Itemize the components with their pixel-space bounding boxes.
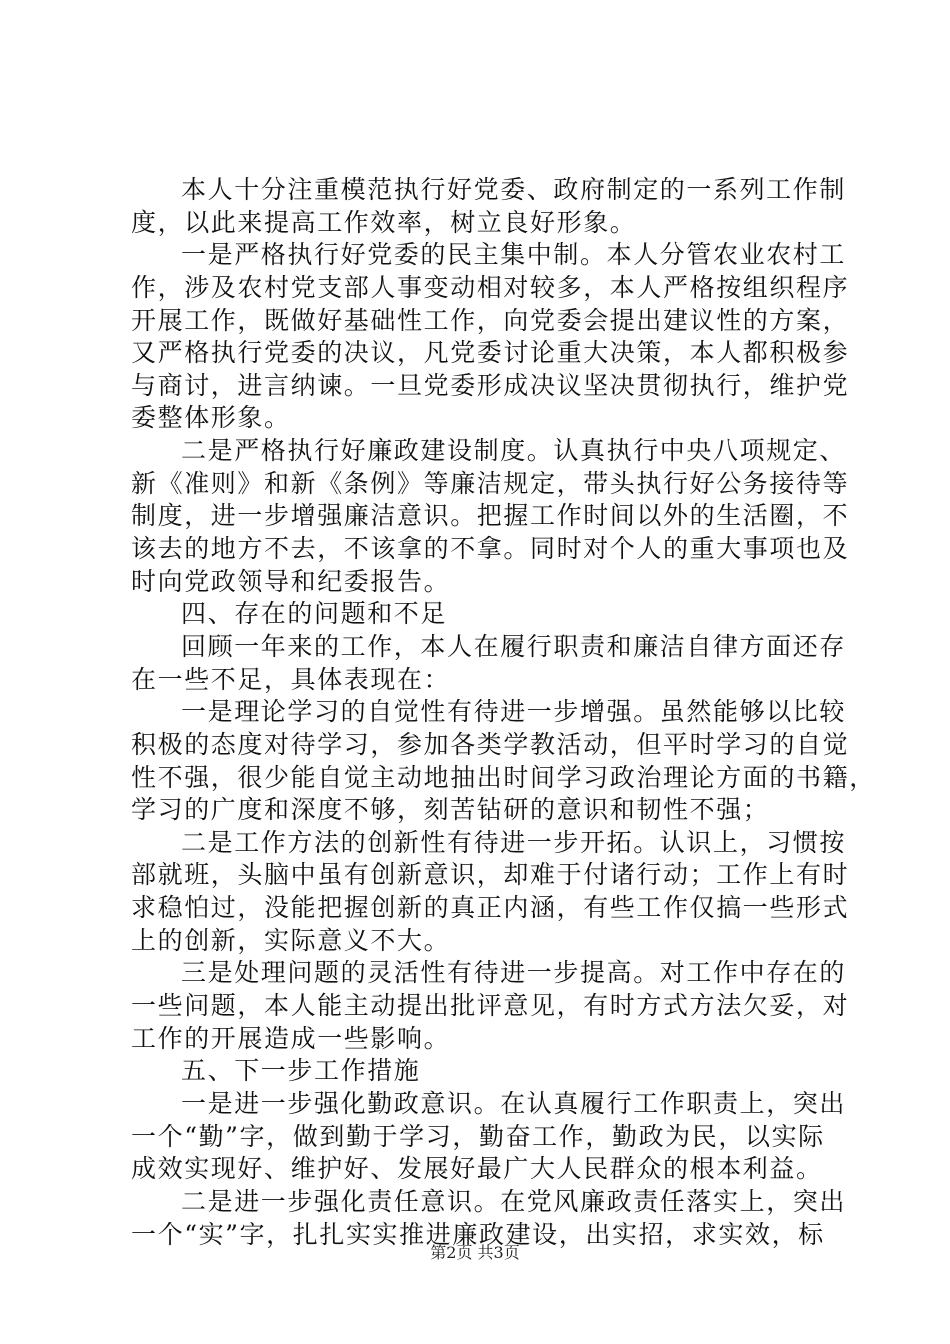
text-line: 上的创新，实际意义不大。 — [131, 925, 451, 955]
text-line: 一是严格执行好党委的民主集中制。本人分管农业农村工 — [181, 240, 847, 270]
page-footer: 第2页 共3页 — [430, 1243, 520, 1262]
text-line: 积极的态度对待学习，参加各类学教活动，但平时学习的自觉 — [131, 729, 850, 759]
text-line: 三是处理问题的灵活性有待进一步提高。对工作中存在的 — [181, 958, 847, 988]
text-line: 本人十分注重模范执行好党委、政府制定的一系列工作制 — [181, 175, 847, 204]
text-line: 部就班，头脑中虽有创新意识，却难于付诸行动；工作上有时 — [131, 860, 850, 890]
text-line: 作，涉及农村党支部人事变动相对较多，本人严格按组织程序 — [131, 272, 850, 302]
text-line: 一个“实”字，扎扎实实推进廉政建设，出实招，求实效，标 — [131, 1219, 825, 1249]
text-line: 二是严格执行好廉政建设制度。认真执行中央八项规定、 — [181, 436, 847, 466]
text-line: 五、下一步工作措施 — [181, 1056, 421, 1086]
text-line: 一是理论学习的自觉性有待进一步增强。虽然能够以比较 — [181, 697, 847, 727]
text-line: 二是工作方法的创新性有待进一步开拓。认识上，习惯按 — [181, 827, 847, 857]
text-line: 新《准则》和新《条例》等廉洁规定，带头执行好公务接待等 — [131, 468, 850, 498]
text-line: 一些问题，本人能主动提出批评意见，有时方式方法欠妥，对 — [131, 991, 850, 1021]
text-line: 学习的广度和深度不够，刻苦钻研的意识和韧性不强； — [131, 795, 770, 825]
text-line: 在一些不足，具体表现在： — [131, 664, 451, 694]
text-line: 成效实现好、维护好、发展好最广大人民群众的根本利益。 — [131, 1154, 823, 1184]
text-line: 开展工作，既做好基础性工作，向党委会提出建议性的方案， — [131, 305, 850, 335]
text-line: 回顾一年来的工作，本人在履行职责和廉洁自律方面还存 — [181, 631, 847, 661]
text-line: 委整体形象。 — [131, 403, 291, 433]
document-body — [131, 174, 876, 1251]
text-line: 又严格执行党委的决议，凡党委讨论重大决策，本人都积极参 — [131, 338, 850, 368]
text-line: 该去的地方不去，不该拿的不拿。同时对个人的重大事项也及 — [131, 534, 850, 564]
text-line: 一是进一步强化勤政意识。在认真履行工作职责上，突出 — [181, 1088, 847, 1118]
text-line: 与商讨，进言纳谏。一旦党委形成决议坚决贯彻执行，维护党 — [131, 370, 850, 400]
text-line: 度，以此来提高工作效率，树立良好形象。 — [131, 207, 637, 237]
text-line: 时向党政领导和纪委报告。 — [131, 566, 451, 596]
text-line: 四、存在的问题和不足 — [181, 599, 448, 629]
text-line: 二是进一步强化责任意识。在党风廉政责任落实上，突出 — [181, 1186, 847, 1216]
text-line: 制度，进一步增强廉洁意识。把握工作时间以外的生活圈，不 — [131, 501, 850, 531]
text-line: 一个“勤”字，做到勤于学习，勤奋工作，勤政为民，以实际 — [131, 1121, 825, 1151]
text-line: 工作的开展造成一些影响。 — [131, 1023, 451, 1053]
text-line: 性不强，很少能自觉主动地抽出时间学习政治理论方面的书籍， — [131, 762, 876, 792]
text-line: 求稳怕过，没能把握创新的真正内涵，有些工作仅搞一些形式 — [131, 893, 850, 923]
